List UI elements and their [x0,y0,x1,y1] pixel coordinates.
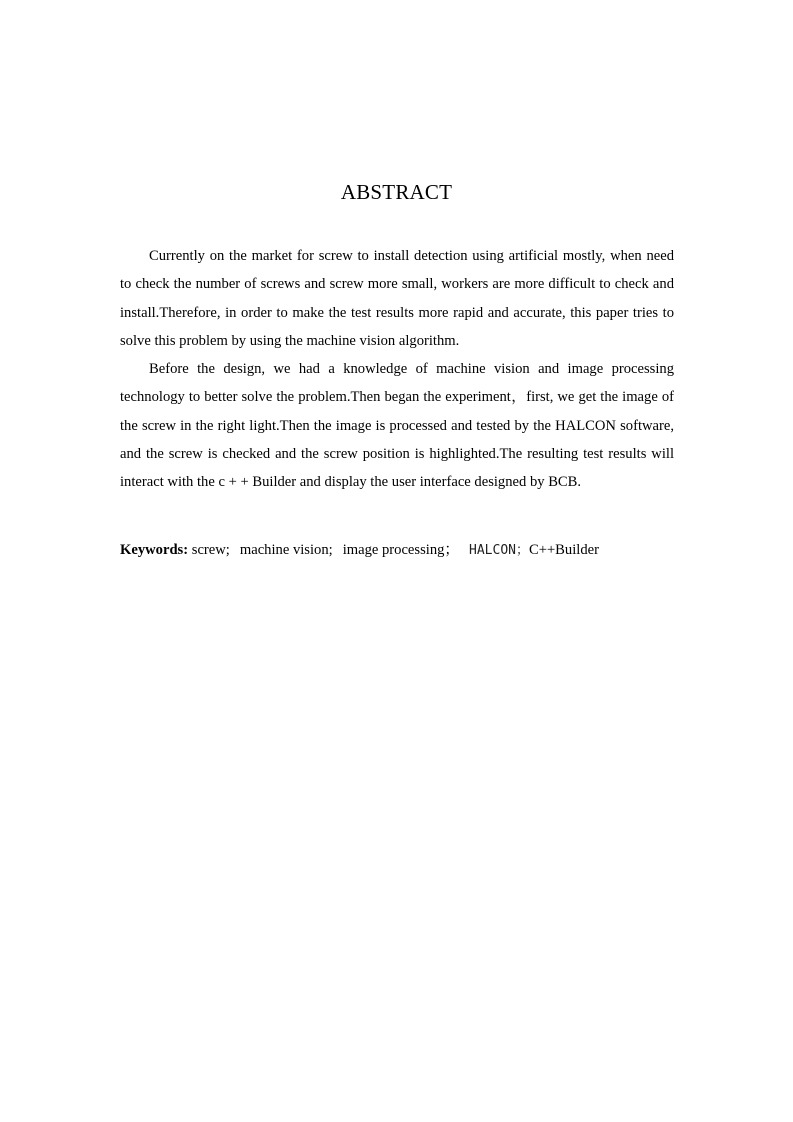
keyword-item: machine vision; [239,542,333,558]
keyword-item: C++Builder [528,542,599,558]
abstract-paragraph-2: Before the design, we had a knowledge of machine vision and image processing technology to better solve the problem.Then began the experiment，first, we get the image of the screw in the right light.Then the image is processed and tested by the HALCON software, and the screw is checked and the screw position is highlighted.The resulting test results will interact with the c + + Builder and display the user interface designed by BCB. [120,361,674,491]
abstract-body [120,242,674,497]
keywords-line [120,538,720,563]
abstract-paragraph-1: Currently on the market for screw to install detection using artificial mostly, when need to check the number of screws and screw more small, workers are more difficult to check and install.Therefore, in order to make the test results more rapid and accurate, this paper tries to solve this problem by using the machine vision algorithm. [120,248,674,349]
abstract-title: ABSTRACT [340,180,453,204]
keyword-item: image processing； [342,542,460,558]
keyword-item: HALCON； [469,543,529,558]
keyword-item: screw; [191,542,230,558]
keywords-label: Keywords: [120,542,189,558]
